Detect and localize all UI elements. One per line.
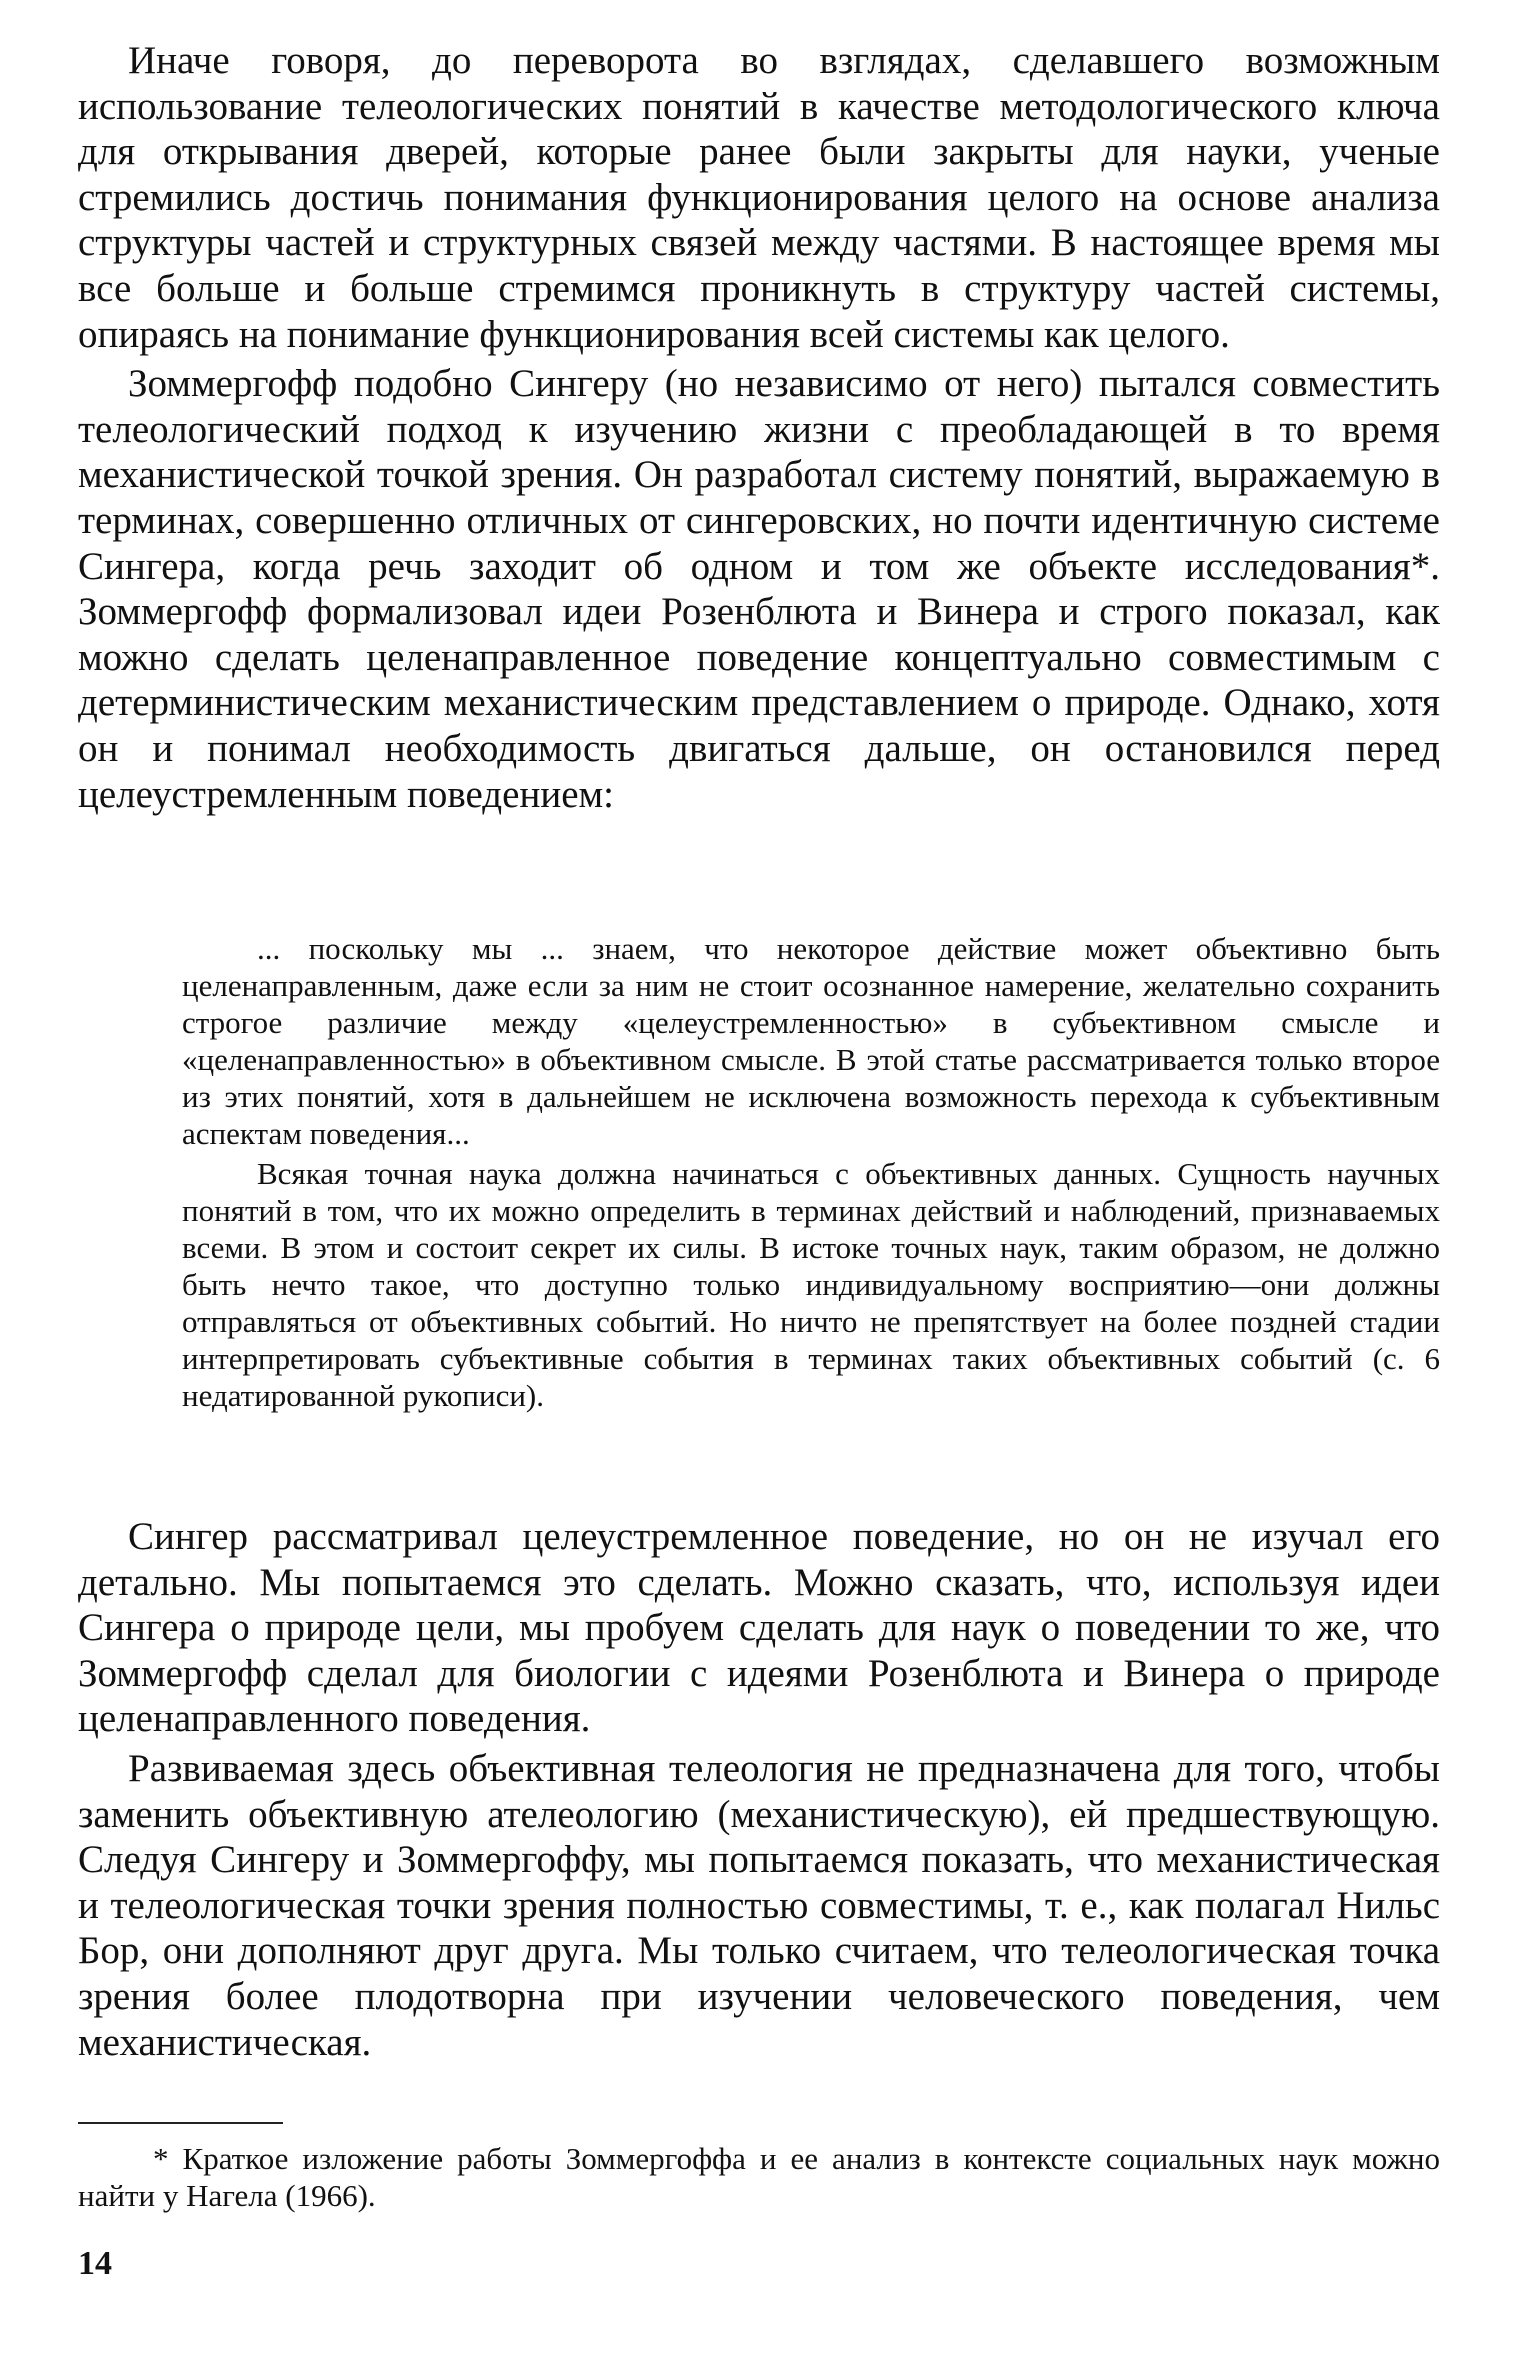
paragraph: Зоммергофф подобно Сингеру (но независимо от него) пытался совместить телеологический подход к изучению жизни с преобладающей в то время механистической точкой зрения. Он разработал систему понятий, выражаемую в терминах, совершенно отличных от сингеровских, но почти идентичную системе Сингера, когда речь заходит об одном и том же объекте исследования*. Зоммергофф формализовал идеи Розенблюта и Винера и строго показал, как можно сделать целенаправленное поведение концептуально совместимым с детерминистическим механистическим представлением о природе. Однако, хотя он и понимал необходимость двигаться дальше, он остановился перед целеустремленным поведением: — [78, 362, 1440, 816]
quote-paragraph: ... поскольку мы ... знаем, что некоторое действие может объективно быть целенаправленным, даже если за ним не стоит осознанное намерение, желательно сохранить строгое различие между «целеустремленностью» в субъективном смысле и «целенаправленностью» в объективном смысле. В этой статье рассматривается только второе из этих понятий, хотя в дальнейшем не исключена возможность перехода к субъективным аспектам поведения... — [182, 931, 1440, 1151]
body-text-bottom — [78, 1514, 1440, 2069]
paragraph: Развиваемая здесь объективная телеология не предназначена для того, чтобы заменить объективную ателеологию (механистическую), ей предшествующую. Следуя Сингеру и Зоммергоффу, мы попытаемся показать, что механистическая и телеологическая точки зрения полностью совместимы, т. е., как полагал Нильс Бор, они дополняют друг друга. Мы только считаем, что телеологическая точка зрения более плодотворна при изучении человеческого поведения, чем механистическая. — [78, 1746, 1440, 2064]
footnote-text: * Краткое изложение работы Зоммергоффа и ее анализ в контексте социальных наук можно найти у Нагела (1966). — [78, 2141, 1440, 2213]
footnote — [78, 2140, 1440, 2214]
body-text-top — [78, 38, 1440, 821]
block-quote — [182, 930, 1440, 1417]
paragraph: Сингер рассматривал целеустремленное поведение, но он не изучал его детально. Мы попытаемся это сделать. Можно сказать, что, используя идеи Сингера о природе цели, мы пробуем сделать для наук о поведении то же, что Зоммергофф сделал для биологии с идеями Розенблюта и Винера о природе целенаправленного поведения. — [78, 1515, 1440, 1741]
paragraph: Иначе говоря, до переворота во взглядах, сделавшего возможным использование телеологических понятий в качестве методологического ключа для открывания дверей, которые ранее были закрыты для науки, ученые стремились достичь понимания функционирования целого на основе анализа структуры частей и структурных связей между частями. В настоящее время мы все больше и больше стремимся проникнуть в структуру частей системы, опираясь на понимание функционирования всей системы как целого. — [78, 39, 1440, 356]
footnote-divider — [78, 2122, 283, 2124]
quote-paragraph: Всякая точная наука должна начинаться с объективных данных. Сущность научных понятий в том, что их можно определить в терминах действий и наблюдений, признаваемых всеми. В этом и состоит секрет их силы. В истоке точных наук, таким образом, не должно быть нечто такое, что доступно только индивидуальному восприятию—они должны отправляться от объективных событий. Но ничто не препятствует на более поздней стадии интерпретировать субъективные события в терминах таких объективных событий (с. 6 недатированной рукописи). — [182, 1156, 1440, 1413]
page-number: 14 — [78, 2245, 112, 2282]
